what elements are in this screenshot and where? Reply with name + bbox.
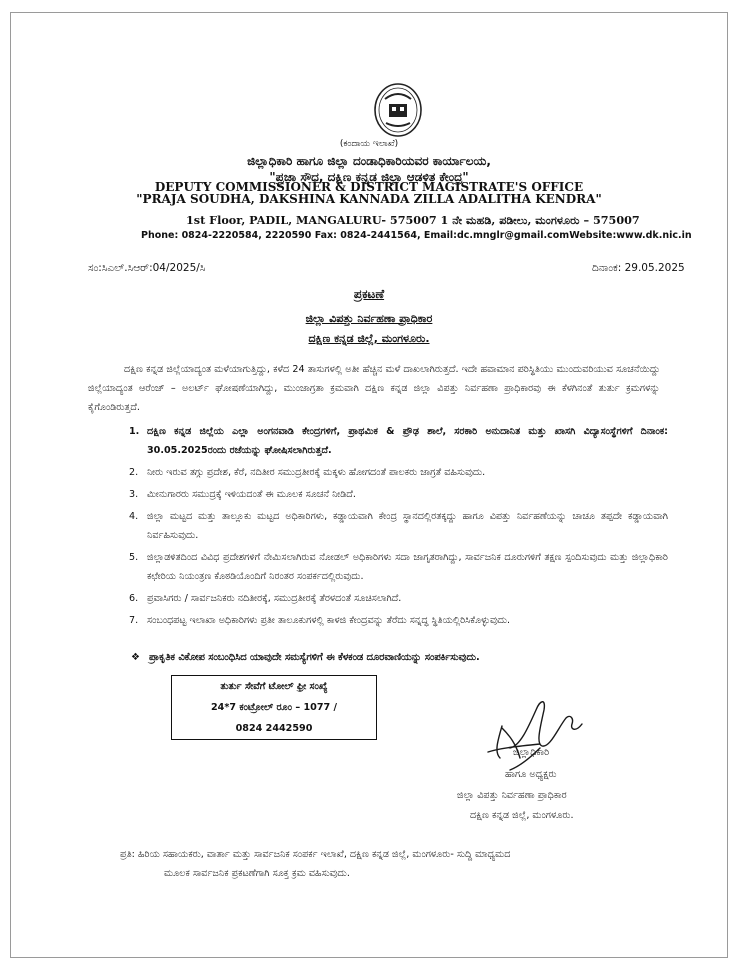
note-bullet: ❖ — [131, 652, 140, 663]
helpline-note: ಪ್ರಾಕೃತಿಕ ವಿಕೋಪ ಸಂಬಂಧಿಸಿದ ಯಾವುದೇ ಸಮಸ್ಯೆಗಳಿಗೆ ಈ ಕೆಳಕಂಡ ದೂರವಾಣಿಯನ್ನು ಸಂಪರ್ಕಿಸುವುದು. — [149, 652, 480, 663]
helpline-box — [171, 675, 377, 740]
helpline-label: ತುರ್ತು ಸೇವೆಗೆ ಟೋಲ್ ಫ್ರೀ ಸಂಖ್ಯೆ — [220, 681, 328, 692]
office-name-kannada: ಜಿಲ್ಲಾಧಿಕಾರಿ ಹಾಗೂ ಜಿಲ್ಲಾ ದಂಡಾಧಿಕಾರಿಯವರ ಕಾರ್ಯಾಲಯ, — [247, 154, 491, 168]
department-name: (ಕಂದಾಯ ಇಲಾಖೆ) — [339, 139, 399, 149]
handwritten-signature — [480, 688, 598, 772]
document-date: ದಿನಾಂಕ: 29.05.2025 — [592, 262, 685, 274]
office-address: 1st Floor, PADIL, MANGALURU- 575007 1 ನೇ ಮಹಡಿ, ಪಡೀಲು, ಮಂಗಳೂರು – 575007 — [186, 213, 640, 227]
copy-to-section — [120, 845, 620, 883]
helpline-phone: 0824 2442590 — [235, 723, 313, 734]
helpline-control-room: 24*7 ಕಂಟ್ರೋಲ್ ರೂಂ – 1077 / — [210, 702, 338, 713]
reference-number: ಸಂ:ಸಿಎಲ್.ಸಿಆರ್:04/2025/ಸಿ — [88, 262, 206, 274]
copy-line-1: ಪ್ರತಿ: ಹಿರಿಯ ಸಹಾಯಕರು, ವಾರ್ತಾ ಮತ್ತು ಸಾರ್ವಜನಿಕ ಸಂಪರ್ಕ ಇಲಾಖೆ, ದಕ್ಷಿಣ ಕನ್ನಡ ಜಿಲ್ಲೆ, ಮಂಗಳೂರು- ಸುದ್ದಿ ಮಾಧ್ಯಮದ — [120, 849, 511, 860]
intro-paragraph: ದಕ್ಷಿಣ ಕನ್ನಡ ಜಿಲ್ಲೆಯಾದ್ಯಂತ ಮಳೆಯಾಗುತ್ತಿದ್ದು, ಕಳೆದ 24 ತಾಸುಗಳಲ್ಲಿ ಅತೀ ಹೆಚ್ಚಿನ ಮಳೆ ದಾಖಲಾಗಿರುತ್ತದೆ. ಇದೇ ಹವಾಮಾನ ಪರಿಸ್ಥಿತಿಯು ಮುಂದುವರಿಯುವ ಸೂಚನೆಯಿದ್ದು ಜಿಲ್ಲೆಯಾದ್ಯಂತ ಆರೆಂಜ್ – ಅಲರ್ಟ್ ಘೋಷಣೆಯಾಗಿದ್ದು, ಮುಂಜಾಗ್ರತಾ ಕ್ರಮವಾಗಿ ದಕ್ಷಿಣ ಕನ್ನಡ ಜಿಲ್ಲಾ ವಿಪತ್ತು ನಿರ್ವಹಣಾ ಪ್ರಾಧಿಕಾರವು ಈ ಕೆಳಗಿನಂತೆ ತುರ್ತು ಕ್ರಮಗಳನ್ನು ಕೈಗೊಂಡಿರುತ್ತದೆ. — [88, 364, 660, 413]
list-item: 3. ಮೀನುಗಾರರು ಸಮುದ್ರಕ್ಕೆ ಇಳಿಯದಂತೆ ಈ ಮೂಲಕ ಸೂಚನೆ ನೀಡಿದೆ. — [129, 489, 356, 500]
contact-line: Phone: 0824-2220584, 2220590 Fax: 0824-2441564, Email:dc.mnglr@gmail.comWebsite:www.dk.nic.in — [141, 230, 692, 241]
list-item: 4. ಜಿಲ್ಲಾ ಮಟ್ಟದ ಮತ್ತು ತಾಲ್ಲೂಕು ಮಟ್ಟದ ಅಧಿಕಾರಿಗಳು, ಕಡ್ಡಾಯವಾಗಿ ಕೇಂದ್ರ ಸ್ಥಾನದಲ್ಲಿರತಕ್ಕದ್ದು ಹಾಗೂ ವಿಪತ್ತು ನಿರ್ವಹಣೆಯನ್ನು ಚಾಚೂ ತಪ್ಪದೇ ಕಡ್ಡಾಯವಾಗಿ ನಿರ್ವಹಿಸುವುದು. — [129, 511, 668, 541]
signatory-title: ಜಿಲ್ಲಾಧಿಕಾರಿ — [513, 747, 550, 758]
signatory-role: ಹಾಗೂ ಅಧ್ಯಕ್ಷರು — [505, 769, 557, 780]
building-name-kannada: "ಪ್ರಜಾ ಸೌಧ, ದಕ್ಷಿಣ ಕನ್ನಡ ಜಿಲ್ಲಾ ಆಡಳಿತ ಕೇಂದ್ರ" — [269, 170, 469, 184]
list-item: 1. ದಕ್ಷಿಣ ಕನ್ನಡ ಜಿಲ್ಲೆಯ ಎಲ್ಲಾ ಅಂಗನವಾಡಿ ಕೇಂದ್ರಗಳಿಗೆ, ಪ್ರಾಥಮಿಕ & ಪ್ರೌಢ ಶಾಲೆ, ಸರಕಾರಿ ಅನುದಾನಿತ ಮತ್ತು ಖಾಸಗಿ ವಿದ್ಯಾಸಂಸ್ಥೆಗಳಿಗೆ ದಿನಾಂಕ: 30.05.2025ರಂದು ರಜೆಯನ್ನು ಘೋಷಿಸಲಾಗಿರುತ್ತದೆ. — [129, 426, 668, 456]
copy-line-2: ಮೂಲಕ ಸಾರ್ವಜನಿಕ ಪ್ರಕಟಣೆಗಾಗಿ ಸೂಕ್ತ ಕ್ರಮ ವಹಿಸುವುದು. — [164, 868, 350, 879]
state-emblem-icon — [372, 82, 424, 140]
building-name-english: "PRAJA SOUDHA, DAKSHINA KANNADA ZILLA ADALITHA KENDRA" — [136, 192, 602, 206]
measures-list — [88, 422, 668, 630]
list-item: 7. ಸಂಬಂಧಪಟ್ಟ ಇಲಾಖಾ ಅಧಿಕಾರಿಗಳು ಪ್ರತೀ ತಾಲೂಕುಗಳಲ್ಲಿ ಕಾಳಜಿ ಕೇಂದ್ರವನ್ನು ತೆರೆದು ಸನ್ನದ್ಧ ಸ್ಥಿತಿಯಲ್ಲಿರಿಸಿಕೊಳ್ಳುವುದು. — [129, 615, 511, 626]
office-name-english: DEPUTY COMMISSIONER & DISTRICT MAGISTRATE'S OFFICE — [154, 180, 584, 194]
district-heading: ದಕ್ಷಿಣ ಕನ್ನಡ ಜಿಲ್ಲೆ, ಮಂಗಳೂರು. — [308, 332, 430, 345]
signatory-district: ದಕ್ಷಿಣ ಕನ್ನಡ ಜಿಲ್ಲೆ, ಮಂಗಳೂರು. — [470, 810, 574, 821]
authority-heading: ಜಿಲ್ಲಾ ವಿಪತ್ತು ನಿರ್ವಹಣಾ ಪ್ರಾಧಿಕಾರ — [305, 312, 433, 325]
document-title: ಪ್ರಕಟಣೆ — [353, 287, 385, 301]
list-item: 6. ಪ್ರವಾಸಿಗರು / ಸಾರ್ವಜನಿಕರು ನದಿತೀರಕ್ಕೆ, ಸಮುದ್ರತೀರಕ್ಕೆ ತೆರಳದಂತೆ ಸೂಚಿಸಲಾಗಿದೆ. — [129, 593, 402, 604]
signatory-authority: ಜಿಲ್ಲಾ ವಿಪತ್ತು ನಿರ್ವಹಣಾ ಪ್ರಾಧಿಕಾರ — [457, 790, 567, 801]
list-item: 5. ಜಿಲ್ಲಾಡಳಿತದಿಂದ ವಿವಿಧ ಪ್ರದೇಶಗಳಿಗೆ ನೇಮಿಸಲಾಗಿರುವ ನೋಡಲ್ ಅಧಿಕಾರಿಗಳು ಸದಾ ಜಾಗೃತರಾಗಿದ್ದು, ಸಾರ್ವಜನಿಕ ದೂರುಗಳಿಗೆ ತಕ್ಷಣ ಸ್ಪಂದಿಸುವುದು ಮತ್ತು ಜಿಲ್ಲಾಧಿಕಾರಿ ಕಛೇರಿಯ ನಿಯಂತ್ರಣ ಕೊಠಡಿಯೊಂದಿಗೆ ನಿರಂತರ ಸಂಪರ್ಕದಲ್ಲಿರುವುದು. — [129, 552, 668, 582]
list-item: 2. ನೀರು ಇರುವ ತಗ್ಗು ಪ್ರದೇಶ, ಕೆರೆ, ನದಿತೀರ ಸಮುದ್ರತೀರಕ್ಕೆ ಮಕ್ಕಳು ಹೋಗದಂತೆ ಪಾಲಕರು ಜಾಗ್ರತೆ ವಹಿಸುವುದು. — [129, 467, 486, 478]
